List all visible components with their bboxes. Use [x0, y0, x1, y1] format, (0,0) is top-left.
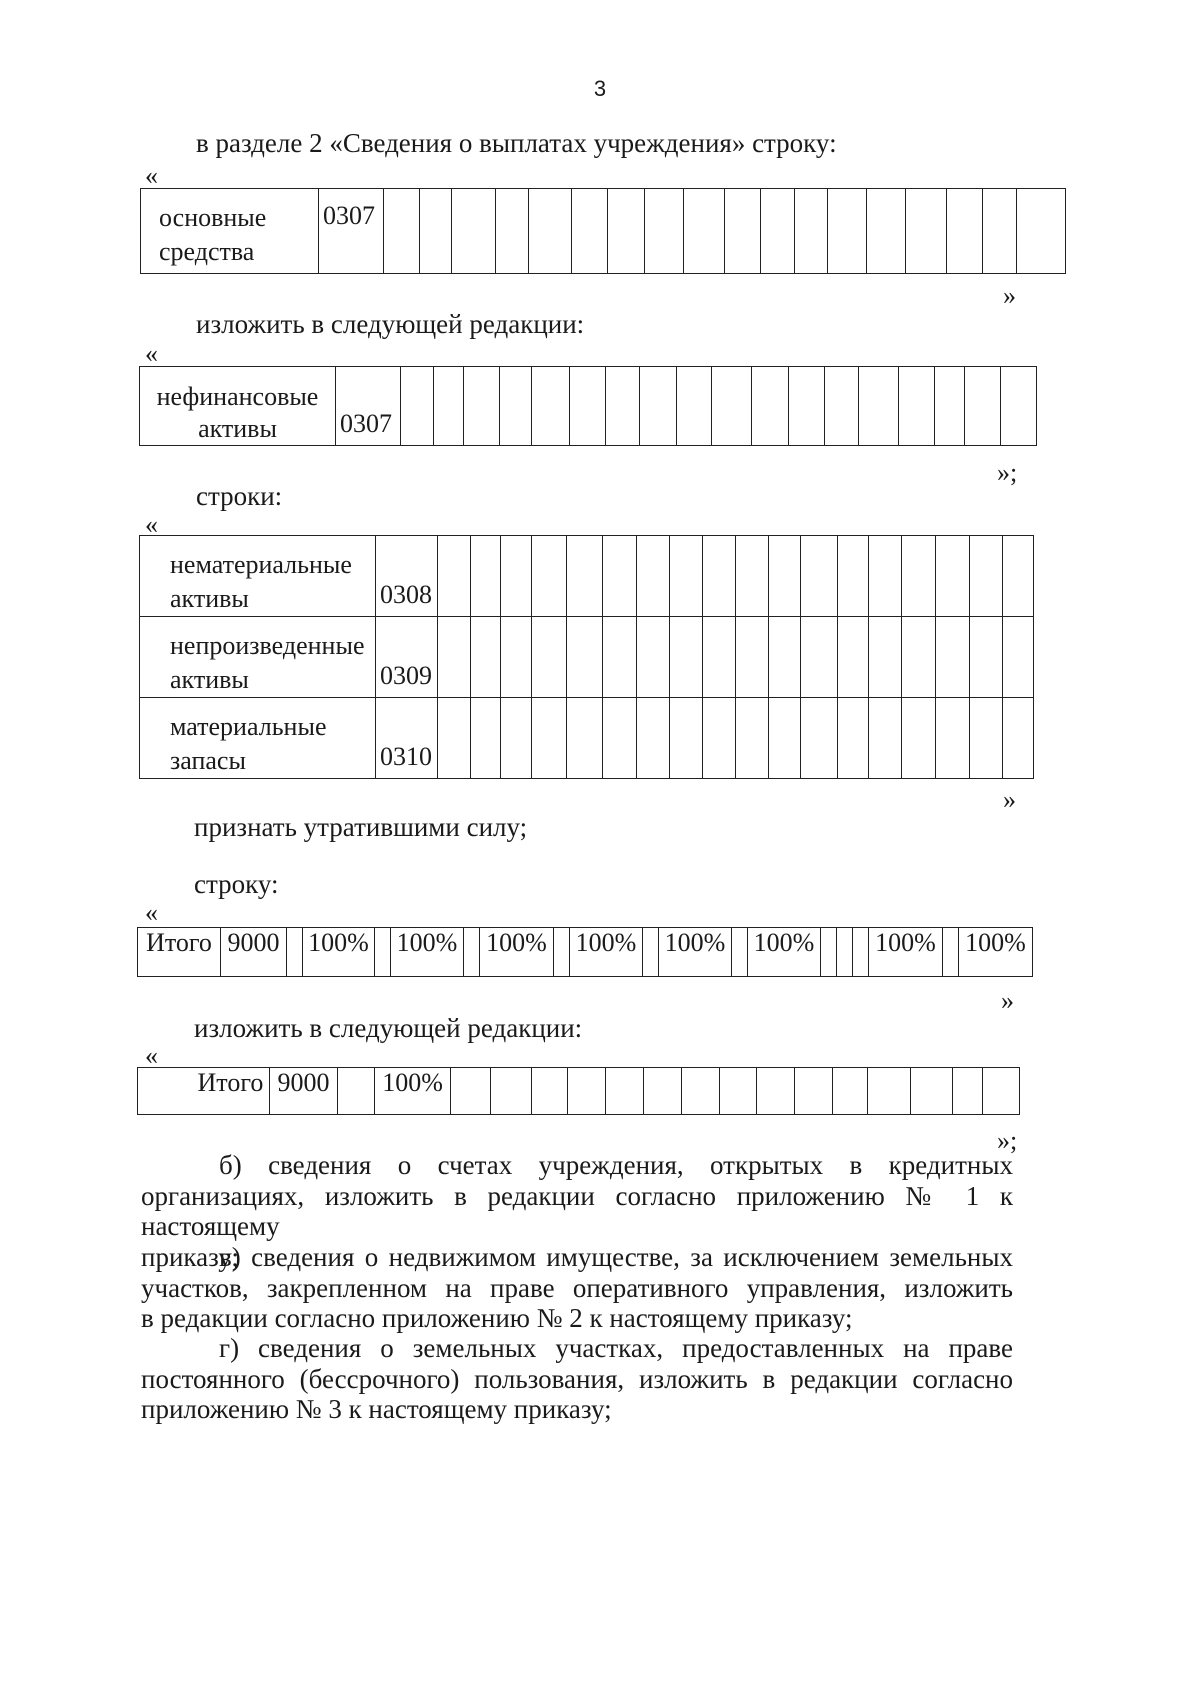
quote-close-5: »; [997, 1126, 1018, 1155]
percent-cell: 100% [659, 928, 732, 977]
cell [434, 367, 464, 446]
row-label: основные средства [141, 189, 319, 274]
cell [906, 189, 947, 274]
cell [452, 189, 496, 274]
row-code: 0309 [376, 617, 438, 698]
cell [572, 189, 608, 274]
row-label: нефинансовые активы [140, 367, 336, 446]
quote-open-2: « [145, 339, 158, 368]
cell [496, 189, 529, 274]
redaction-label-2: изложить в следующей редакции: [194, 1013, 583, 1043]
item-g: г) сведения о земельных участках, предоставленных на праве постоянного (бессрочного) пользования, изложить в редакции согласно приложению № 3 к настоящему приказу; [141, 1333, 1013, 1424]
cell [752, 367, 789, 446]
cell [532, 367, 570, 446]
cell [608, 189, 645, 274]
quote-close-2: »; [997, 458, 1018, 487]
row-code: 0310 [376, 698, 438, 779]
cell [1001, 367, 1037, 446]
table-row [140, 536, 1034, 617]
quote-close-4: » [1001, 986, 1014, 1015]
row-code: 0307 [319, 189, 384, 274]
percent-cell: 100% [374, 1068, 451, 1115]
percent-cell: 100% [869, 928, 943, 977]
cell [500, 367, 532, 446]
table-old-rows-0308-0310 [139, 535, 1034, 779]
cell [684, 189, 725, 274]
row-code: 9000 [270, 1068, 337, 1115]
table-row [140, 698, 1034, 779]
row-label: непроизведенные активы [140, 617, 376, 698]
percent-cell: 100% [480, 928, 554, 977]
item-b: б) сведения о счетах учреждения, открытых в кредитных организациях, изложить в редакции согласно приложению № 1 к настоящему приказу; [141, 1150, 1013, 1272]
percent-cell: 100% [570, 928, 643, 977]
quote-open-5: « [145, 1041, 158, 1070]
cell [899, 367, 935, 446]
cell [825, 367, 859, 446]
percent-cell: 100% [959, 928, 1033, 977]
intro-rows: строки: [196, 481, 283, 511]
row-code: 9000 [221, 928, 287, 977]
quote-open-3: « [145, 510, 158, 539]
cell [464, 367, 500, 446]
cell [645, 189, 684, 274]
page-number: 3 [593, 76, 607, 101]
table-new-total-row [137, 1067, 1020, 1115]
cell [1017, 189, 1066, 274]
cell [867, 189, 906, 274]
row-label: нематериальные активы [140, 536, 376, 617]
percent-cell: 100% [748, 928, 821, 977]
percent-cell: 100% [303, 928, 375, 977]
void-text: признать утратившими силу; [194, 812, 528, 842]
row-code: 0308 [376, 536, 438, 617]
item-v: в) сведения о недвижимом имуществе, за исключением земельных участков, закрепленном на праве оперативного управления, изложить в редакции согласно приложению № 2 к настоящему приказу; [141, 1242, 1013, 1333]
cell [761, 189, 795, 274]
cell [795, 189, 828, 274]
cell [789, 367, 825, 446]
cell [606, 367, 640, 446]
quote-close-3: » [1003, 785, 1016, 814]
percent-cell: 100% [391, 928, 464, 977]
cell [401, 367, 434, 446]
row-label: материальные запасы [140, 698, 376, 779]
cell [965, 367, 1001, 446]
quote-open-4: « [145, 898, 158, 927]
redaction-label-1: изложить в следующей редакции: [196, 309, 585, 339]
table-new-row-0307 [139, 366, 1037, 446]
cell [712, 367, 752, 446]
row-label: Итого [138, 1068, 270, 1115]
cell [570, 367, 606, 446]
cell [384, 189, 420, 274]
table-old-total-row [137, 927, 1033, 977]
cell [529, 189, 572, 274]
cell [935, 367, 965, 446]
cell [828, 189, 867, 274]
cell [983, 189, 1017, 274]
intro-section-2: в разделе 2 «Сведения о выплатах учреждения» строку: [196, 128, 837, 158]
row-code: 0307 [336, 367, 401, 446]
cell [859, 367, 899, 446]
quote-open-1: « [145, 161, 158, 190]
intro-row: строку: [194, 869, 279, 899]
row-label: Итого [138, 928, 221, 977]
table-row [140, 617, 1034, 698]
cell [725, 189, 761, 274]
cell [420, 189, 452, 274]
table-old-row-0307 [140, 188, 1066, 274]
cell [677, 367, 712, 446]
cell [640, 367, 677, 446]
cell [947, 189, 983, 274]
quote-close-1: » [1003, 281, 1016, 310]
